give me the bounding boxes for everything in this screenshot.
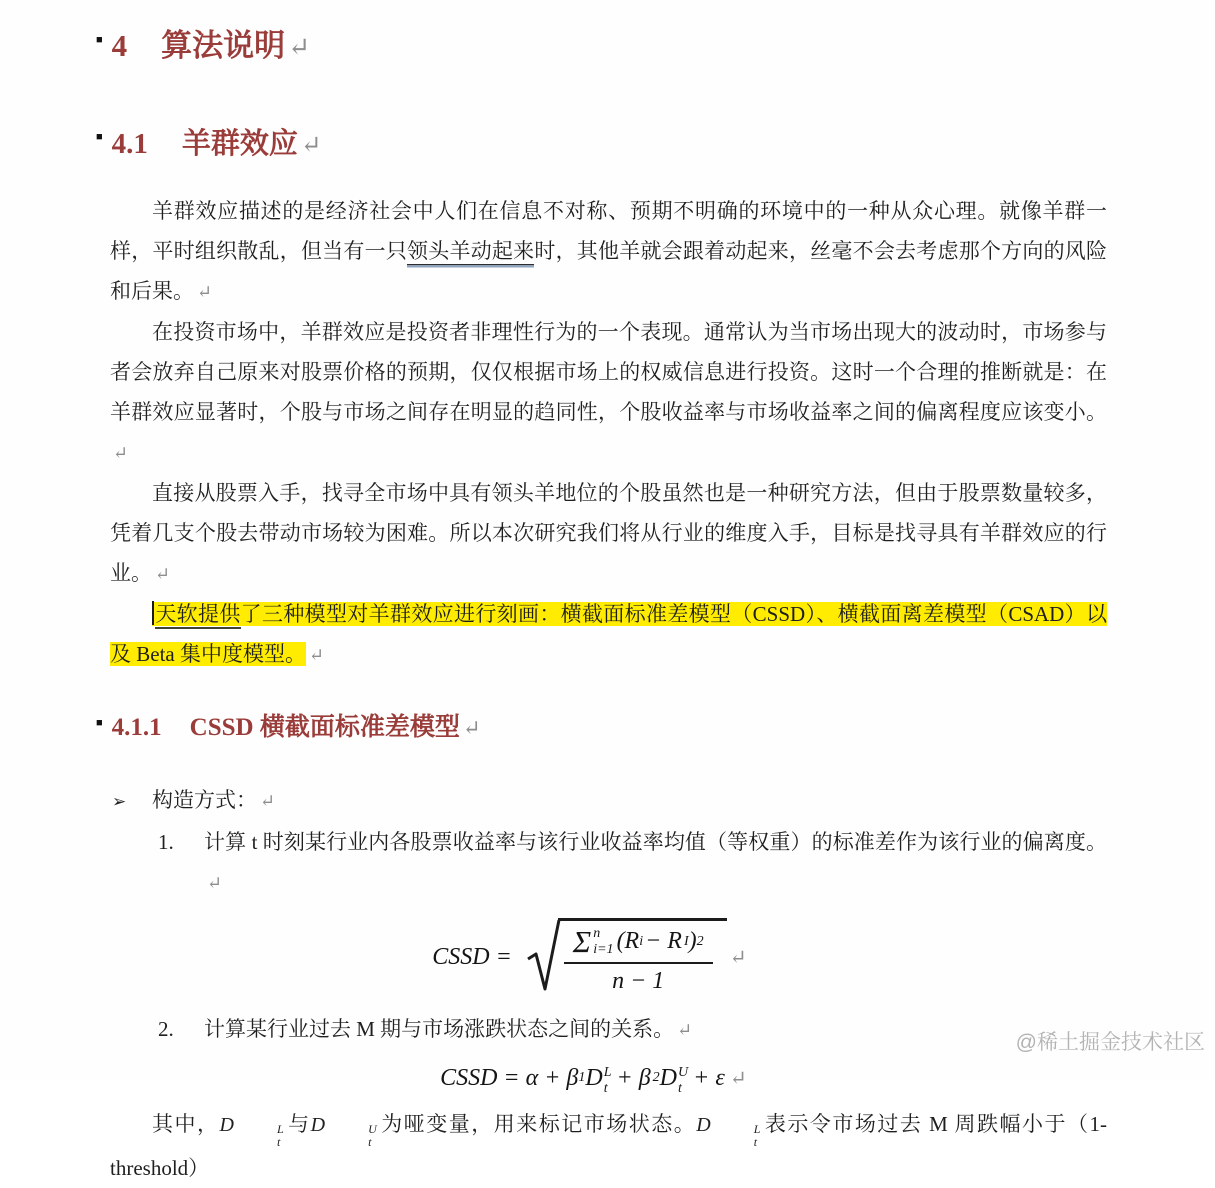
paragraph-mark-icon: ↵ xyxy=(260,791,275,811)
paragraph-mark-icon: ↵ xyxy=(462,716,481,740)
text-cursor xyxy=(152,601,154,625)
numerator-term: (R xyxy=(616,928,640,954)
beta2-subscript: 2 xyxy=(652,1070,660,1085)
outline-square-icon: ■ xyxy=(96,131,103,143)
heading2-number: 4.1 xyxy=(111,128,148,160)
sqrt-radicand xyxy=(558,918,727,995)
summation-upper: n xyxy=(593,926,601,942)
formula-lhs: CSSD = α + β xyxy=(440,1064,579,1091)
dummy-scripts xyxy=(604,1065,612,1096)
dummy-scripts xyxy=(235,1123,284,1150)
numerator-term: ) xyxy=(688,928,697,954)
subscript-t: t xyxy=(276,1135,281,1150)
list-block xyxy=(110,780,1107,1188)
paragraph-text: 时，其他羊就会跟着动起来，丝毫不会去考虑那个方向的风险和后果。 xyxy=(110,239,1108,303)
subscript-t: t xyxy=(753,1135,758,1150)
dummy-variable: D xyxy=(659,1064,678,1091)
heading3-number: 4.1.1 xyxy=(111,714,162,741)
subscript-t: t xyxy=(678,1081,682,1096)
superscript-U: U xyxy=(368,1122,377,1136)
outline-square-icon: ■ xyxy=(96,34,103,46)
heading-level3 xyxy=(96,705,1215,746)
formula-cssd-definition xyxy=(110,911,1067,1003)
fraction-numerator xyxy=(564,926,713,964)
list-item-text xyxy=(204,1009,1107,1050)
paragraph-text: 其中， xyxy=(152,1112,220,1136)
heading3-title: CSSD 横截面标准差模型 xyxy=(189,714,460,741)
subscript-I: I xyxy=(683,933,689,949)
list-item xyxy=(158,822,1107,903)
paragraph-text: 为哑变量，用来标记市场状态。 xyxy=(379,1112,697,1136)
numerator-term: − R xyxy=(645,928,682,954)
fraction-denominator: n − 1 xyxy=(612,968,665,994)
body-text-block xyxy=(110,191,1107,675)
paragraph-mark-icon: ↵ xyxy=(207,873,222,893)
sqrt-radical-icon xyxy=(526,917,562,997)
superscript-U: U xyxy=(678,1065,689,1081)
list-item-number: 1. xyxy=(158,830,174,854)
list-item-text-content: 计算某行业过去 M 期与市场涨跌状态之间的关系。 xyxy=(204,1017,675,1041)
list-intro-text: 构造方式： xyxy=(152,788,257,812)
dummy-scripts xyxy=(678,1065,688,1096)
paragraph-highlighted-models xyxy=(110,594,1107,675)
paragraph-herding-intro xyxy=(110,191,1107,312)
paragraph-mark-icon: ↵ xyxy=(300,132,322,159)
paragraph-dummy-explanation xyxy=(110,1104,1107,1188)
formula-tail: + ε xyxy=(693,1064,725,1091)
subscript-t: t xyxy=(368,1135,372,1150)
paragraph-text: 了三种模型对羊群效应进行刻画：横截面标准差模型（CSSD）、横截面离差模型（CSAD）以及 Beta 集中度模型。 xyxy=(110,602,1108,666)
superscript-L: L xyxy=(753,1122,761,1136)
paragraph-mark-icon: ↵ xyxy=(729,946,747,969)
heading-level1 xyxy=(96,18,1215,70)
dummy-variable: D xyxy=(310,1114,326,1136)
paragraph-mark-icon: ↵ xyxy=(113,443,128,463)
subscript-i: i xyxy=(639,933,644,949)
list-item xyxy=(158,1009,1107,1050)
summation-sigma: Σ xyxy=(572,924,592,959)
list-item-text xyxy=(204,822,1107,903)
paragraph-industry-approach xyxy=(110,473,1107,594)
list-item-text-content: 计算 t 时刻某行业内各股票收益率与该行业收益率均值（等权重）的标准差作为该行业的偏离度。 xyxy=(204,830,1107,854)
paragraph-mark-icon: ↵ xyxy=(197,282,212,302)
square-root xyxy=(526,917,727,997)
paragraph-mark-icon: ↵ xyxy=(677,1020,693,1040)
yellow-highlight xyxy=(110,602,1107,666)
underlined-phrase: 天软提供 xyxy=(155,602,241,629)
formula-cssd-regression xyxy=(110,1054,1077,1102)
heading-level2 xyxy=(96,116,1215,167)
formula-lhs: CSSD = xyxy=(432,943,512,970)
watermark: @稀土掘金技术社区 xyxy=(1015,1031,1205,1054)
paragraph-mark-icon: ↵ xyxy=(308,645,324,665)
inline-math-DL xyxy=(219,1114,287,1150)
list-item-number: 2. xyxy=(158,1017,174,1041)
outline-square-icon: ■ xyxy=(96,717,103,729)
inline-math-DU xyxy=(310,1114,380,1150)
dummy-variable: D xyxy=(585,1064,603,1091)
superscript-L: L xyxy=(603,1065,612,1081)
summation-limits xyxy=(593,926,613,957)
paragraph-text: 在投资市场中，羊群效应是投资者非理性行为的一个表现。通常认为当市场出现大的波动时，市场参与者会放弃自己原来对股票价格的预期，仅仅根据市场上的权威信息进行投资。这时一个合理的推断就是：在羊群效应显著时，个股与市场之间存在明显的趋同性，个股收益率与市场收益率之间的偏离程度应该变小。 xyxy=(110,320,1107,424)
superscript-L: L xyxy=(276,1122,284,1136)
paragraph-text: 直接从股票入手，找寻全市场中具有领头羊地位的个股虽然也是一种研究方法，但由于股票数量较多，凭着几支个股去带动市场较为困难。所以本次研究我们将从行业的维度入手，目标是找寻具有羊群效应的行业。 xyxy=(110,481,1107,585)
paragraph-mark-icon: ↵ xyxy=(729,1067,747,1090)
paragraph-mark-icon: ↵ xyxy=(288,33,311,62)
paragraph-text: 羊群效应描述的是经济社会中人们在信息不对称、预期不明确的环境中的一种从众心理。就像羊群一样，平时组织散乱，但当有一只 xyxy=(110,199,1107,263)
beta1-subscript: 1 xyxy=(578,1070,586,1085)
underlined-phrase: 领头羊动起来 xyxy=(407,239,535,263)
fraction xyxy=(564,926,713,995)
heading1-title: 算法说明 xyxy=(161,28,286,63)
heading1-number: 4 xyxy=(111,28,128,63)
dummy-scripts xyxy=(326,1123,377,1150)
paragraph-text: 表示令市场过去 M 周跌幅小于（1-threshold） xyxy=(110,1112,1108,1180)
heading2-title: 羊群效应 xyxy=(181,128,298,160)
inline-math-DL xyxy=(696,1114,763,1150)
arrow-bullet-icon: ➢ xyxy=(112,792,127,811)
summation-lower: i=1 xyxy=(593,941,614,957)
dummy-scripts xyxy=(712,1123,761,1150)
paragraph-market-behavior xyxy=(110,312,1107,473)
superscript-2: 2 xyxy=(696,933,704,949)
paragraph-text: 与 xyxy=(286,1112,311,1136)
dummy-variable: D xyxy=(696,1114,711,1136)
formula-operator: + β xyxy=(616,1064,651,1091)
subscript-t: t xyxy=(603,1081,608,1096)
paragraph-mark-icon: ↵ xyxy=(155,564,170,584)
list-intro xyxy=(112,780,1107,822)
dummy-variable: D xyxy=(219,1114,234,1136)
